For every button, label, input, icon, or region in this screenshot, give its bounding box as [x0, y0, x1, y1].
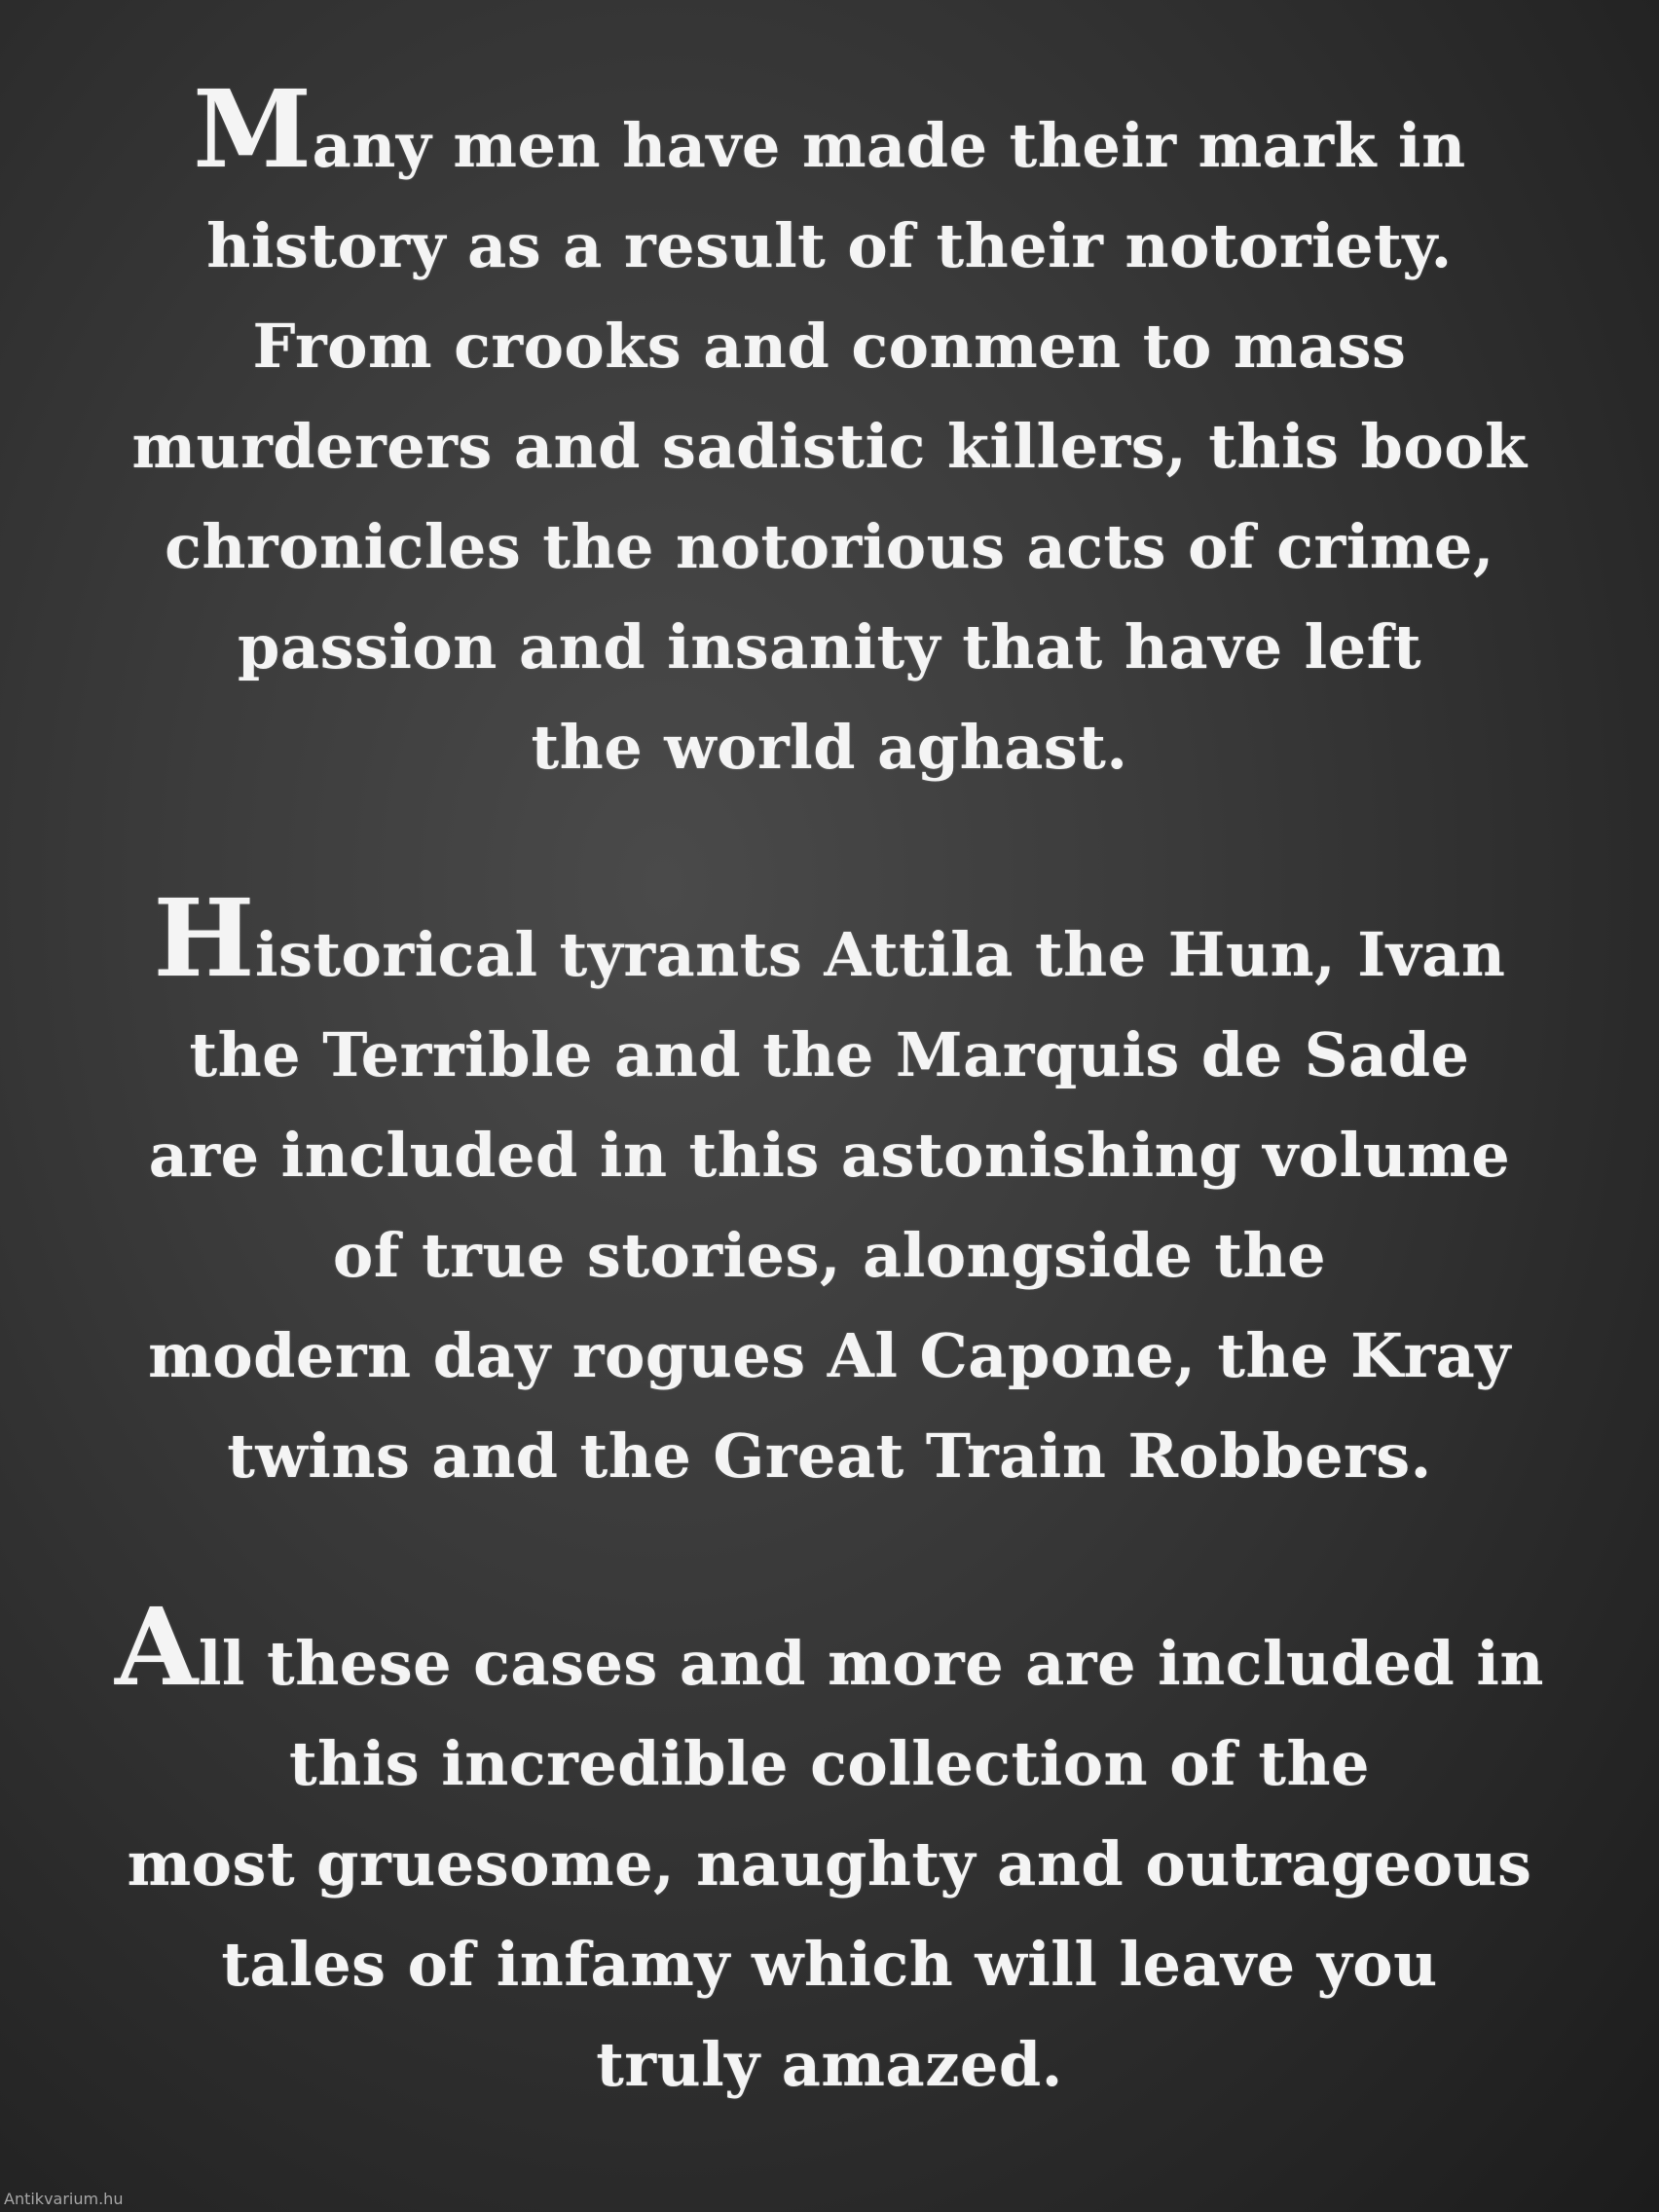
paragraph-1	[0, 66, 1659, 797]
paragraph-line: tales of infamy which will leave you	[221, 1929, 1438, 2000]
paragraph-line: twins and the Great Train Robbers.	[227, 1420, 1432, 1492]
paragraph-line: history as a result of their notoriety.	[206, 210, 1453, 281]
watermark: Antikvarium.hu	[4, 2190, 124, 2208]
paragraph-line: most gruesome, naughty and outrageous	[127, 1828, 1532, 1899]
paragraph-line: are included in this astonishing volume	[148, 1120, 1511, 1191]
paragraph-3	[0, 1584, 1659, 2115]
paragraph-line: modern day rogues Al Capone, the Kray	[148, 1320, 1511, 1391]
paragraph-line: chronicles the notorious acts of crime,	[165, 511, 1494, 582]
paragraph-line: the Terrible and the Marquis de Sade	[189, 1019, 1470, 1090]
paragraph-line-text: ll these cases and more are included in	[198, 1628, 1544, 1699]
paragraph-2	[0, 875, 1659, 1506]
drop-cap: A	[115, 1584, 199, 1710]
drop-cap: M	[193, 66, 313, 192]
paragraph-line-text: any men have made their mark in	[312, 110, 1466, 181]
paragraph-line-text: istorical tyrants Attila the Hun, Ivan	[254, 919, 1506, 990]
paragraph-line: this incredible collection of the	[289, 1728, 1370, 1799]
paragraph-line	[0, 1584, 1659, 1714]
drop-cap: H	[153, 875, 255, 1001]
paragraph-line	[0, 66, 1659, 196]
paragraph-line: the world aghast.	[531, 712, 1128, 783]
paragraph-line: truly amazed.	[596, 2029, 1063, 2100]
paragraph-line	[0, 875, 1659, 1005]
paragraph-line: From crooks and conmen to mass	[252, 311, 1407, 382]
paragraph-line: of true stories, alongside the	[332, 1220, 1327, 1291]
paragraph-line: murderers and sadistic killers, this book	[131, 411, 1528, 482]
paragraph-line: passion and insanity that have left	[238, 611, 1421, 682]
